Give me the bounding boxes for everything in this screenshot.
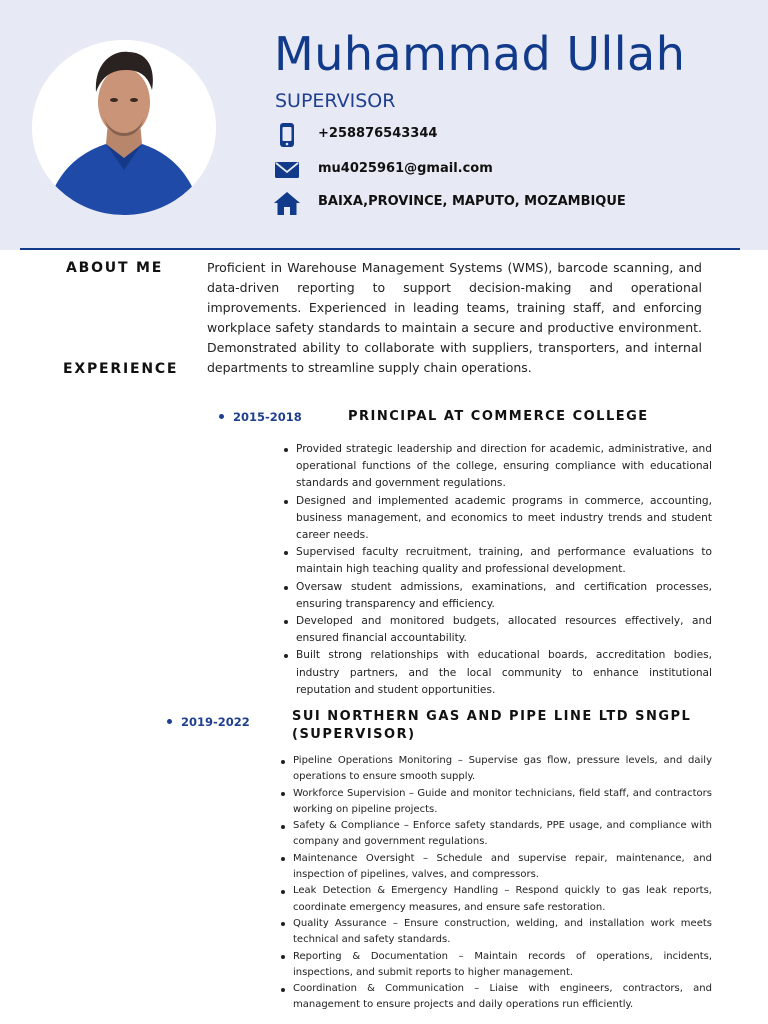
candidate-name: Muhammad Ullah	[274, 27, 686, 81]
list-item: Coordination & Communication – Liaise with engineers, contractors, and management to ensure projects and daily operations run efficiently.	[281, 981, 712, 1014]
phone-icon	[272, 120, 302, 150]
job-years: 2015-2018	[219, 410, 302, 424]
list-item: Maintenance Oversight – Schedule and supervise repair, maintenance, and inspection of pipelines, valves, and compressors.	[281, 851, 712, 884]
job-role: SUI NORTHERN GAS AND PIPE LINE LTD SNGPL (SUPERVISOR)	[292, 709, 692, 742]
contact-email	[272, 155, 732, 185]
job-years: 2019-2022	[167, 715, 250, 729]
list-item: Pipeline Operations Monitoring – Supervise gas flow, pressure levels, and daily operations to ensure smooth supply.	[281, 753, 712, 786]
list-item: Supervised faculty recruitment, training, and performance evaluations to maintain high teaching quality and professional development.	[284, 544, 712, 578]
about-heading: ABOUT ME	[66, 260, 164, 276]
list-item: Safety & Compliance – Enforce safety standards, PPE usage, and compliance with company and government regulations.	[281, 818, 712, 851]
list-item: Oversaw student admissions, examinations, and certification processes, ensuring transparency and efficiency.	[284, 579, 712, 613]
list-item: Leak Detection & Emergency Handling – Respond quickly to gas leak reports, coordinate emergency measures, and ensure safe restoration.	[281, 883, 712, 916]
list-item: Quality Assurance – Ensure construction, welding, and installation work meets technical and safety standards.	[281, 916, 712, 949]
header-divider	[20, 248, 740, 250]
list-item: Workforce Supervision – Guide and monitor technicians, field staff, and contractors working on pipeline projects.	[281, 786, 712, 819]
candidate-title: SUPERVISOR	[275, 90, 396, 112]
list-item: Reporting & Documentation – Maintain records of operations, incidents, inspections, and submit reports to higher management.	[281, 949, 712, 982]
job-bullets	[284, 441, 712, 699]
job-bullets	[281, 753, 712, 1014]
home-address: BAIXA,PROVINCE, MAPUTO, MOZAMBIQUE	[318, 194, 626, 209]
bullet-dot	[219, 414, 224, 419]
list-item: Designed and implemented academic programs in commerce, accounting, business management, and economics to meet industry trends and student career needs.	[284, 493, 712, 545]
list-item: Built strong relationships with educational boards, accreditation bodies, industry partners, and the local community to enhance institutional reputation and student opportunities.	[284, 647, 712, 699]
list-item: Provided strategic leadership and direction for academic, administrative, and operational functions of the college, ensuring compliance with educational standards and government regulations.	[284, 441, 712, 493]
contact-address	[272, 188, 732, 218]
phone-number: +258876543344	[318, 126, 438, 141]
mail-icon	[272, 155, 302, 185]
email-address: mu4025961@gmail.com	[318, 161, 493, 176]
list-item: Developed and monitored budgets, allocated resources effectively, and ensured financial accountability.	[284, 613, 712, 647]
experience-heading: EXPERIENCE	[63, 361, 179, 377]
contact-phone	[272, 120, 732, 150]
about-text: Proficient in Warehouse Management Systems (WMS), barcode scanning, and data-driven reporting to support decision-making and operational improvements. Experienced in leading teams, training staff, and enforcing workplace safety standards to maintain a secure and productive environment. Demonstrated ability to collaborate with suppliers, transporters, and internal departments to streamline supply chain operations.	[207, 260, 702, 375]
profile-photo	[32, 40, 216, 215]
job-role: PRINCIPAL AT COMMERCE COLLEGE	[348, 409, 649, 424]
bullet-dot	[167, 719, 172, 724]
home-icon	[272, 188, 302, 218]
